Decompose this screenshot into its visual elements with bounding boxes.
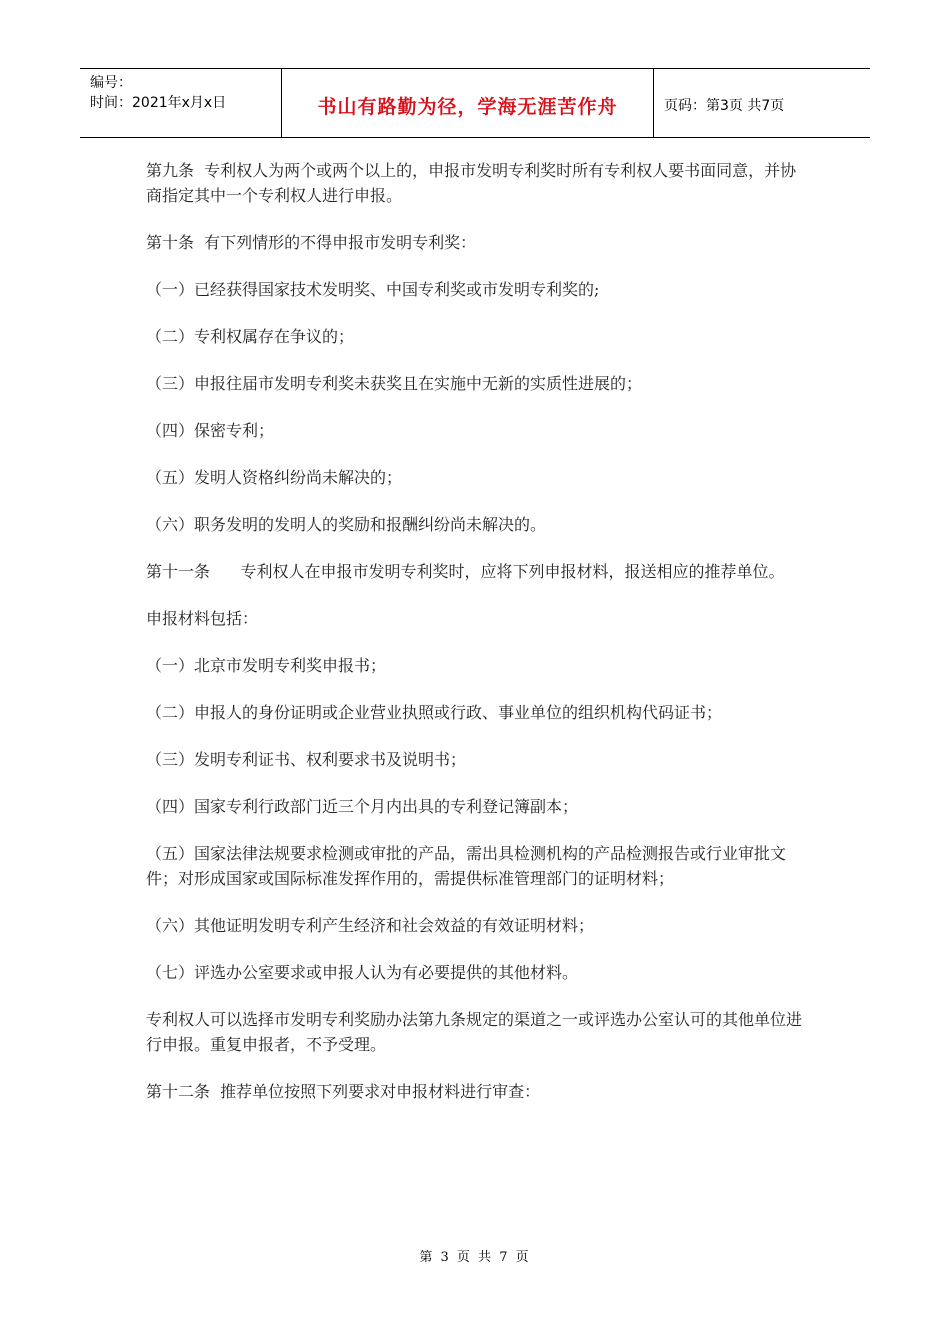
paragraph: 第十一条 专利权人在申报市发明专利奖时，应将下列申报材料，报送相应的推荐单位。 [146,562,785,581]
paragraph: （六）其他证明发明专利产生经济和社会效益的有效证明材料； [146,916,595,935]
header-meta [80,69,282,137]
document-body [146,158,810,1126]
paragraph: （五）发明人资格纠纷尚未解决的； [146,468,403,487]
paragraph: （一）北京市发明专利奖申报书； [146,656,387,675]
paragraph: 专利权人可以选择市发明专利奖励办法第九条规定的渠道之一或评选办公室认可的其他单位进行申报。重复申报者，不予受理。 [146,1010,803,1054]
header-motto: 书山有路勤为径，学海无涯苦作舟 [317,95,618,118]
page-header [80,68,870,138]
paragraph: （一）已经获得国家技术发明奖、中国专利奖或市发明专利奖的; [146,280,600,299]
paragraph: （七）评选办公室要求或申报人认为有必要提供的其他材料。 [146,963,579,982]
paragraph: （二）专利权属存在争议的； [146,327,355,346]
header-motto-cell [282,69,654,137]
header-page-info: 页码：第3页 共7页 [664,98,785,114]
paragraph: （六）职务发明的发明人的奖励和报酬纠纷尚未解决的。 [146,515,547,534]
header-page-cell [654,69,870,137]
paragraph: 第十二条 推荐单位按照下列要求对申报材料进行审查： [146,1082,541,1101]
paragraph: 申报材料包括： [146,609,259,628]
paragraph: 第九条 专利权人为两个或两个以上的，申报市发明专利奖时所有专利权人要书面同意，并协商指定其中一个专利权人进行申报。 [146,161,797,205]
paragraph: （二）申报人的身份证明或企业营业执照或行政、事业单位的组织机构代码证书； [146,703,723,722]
paragraph: （四）国家专利行政部门近三个月内出具的专利登记簿副本； [146,797,579,816]
paragraph: 第十条 有下列情形的不得申报市发明专利奖： [146,233,477,252]
footer-page-number: 第 3 页 共 7 页 [419,1250,531,1265]
number-label: 编号： [90,75,132,91]
paragraph: （三）发明专利证书、权利要求书及说明书； [146,750,467,769]
time-label: 时间：2021年x月x日 [90,95,227,111]
paragraph: （五）国家法律法规要求检测或审批的产品，需出具检测机构的产品检测报告或行业审批文件；对形成国家或国际标准发挥作用的，需提供标准管理部门的证明材料； [146,844,787,888]
paragraph: （四）保密专利； [146,421,275,440]
page-footer [0,1246,950,1265]
paragraph: （三）申报往届市发明专利奖未获奖且在实施中无新的实质性进展的； [146,374,643,393]
